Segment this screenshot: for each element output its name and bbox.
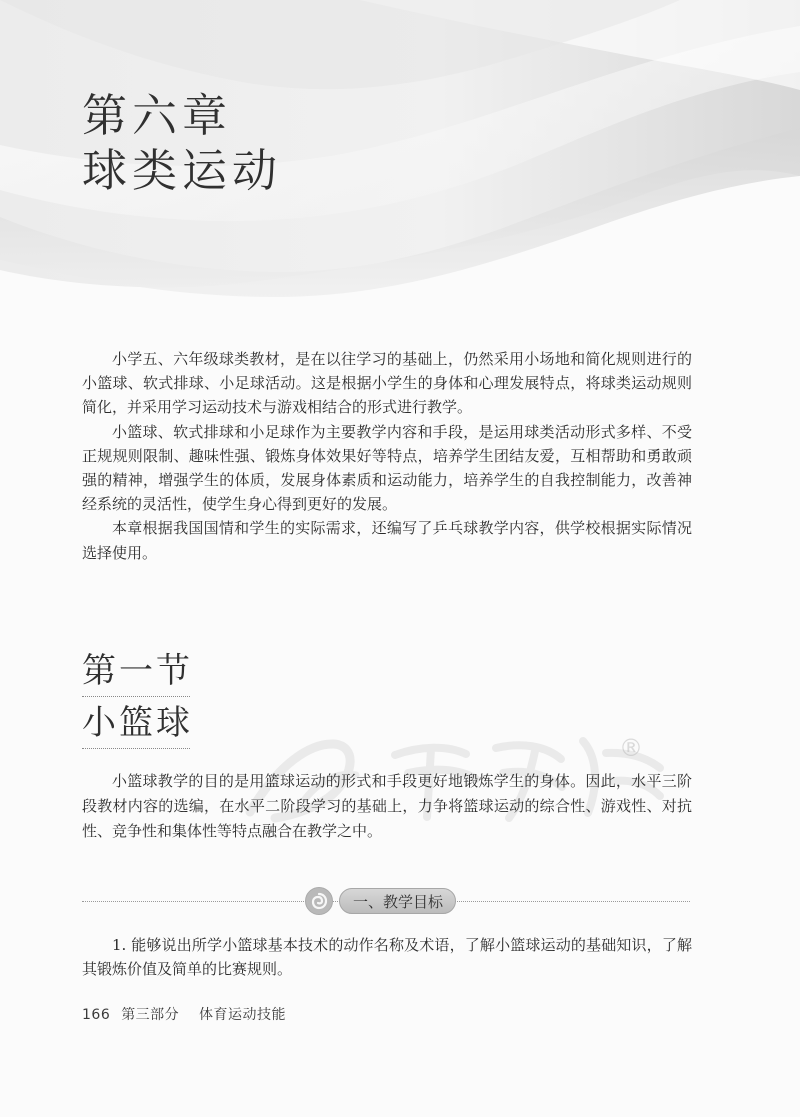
chapter-number: 第六章 <box>82 89 233 142</box>
chapter-introduction <box>82 347 692 565</box>
section-number: 第一节 <box>82 651 193 691</box>
intro-paragraph-2: 小篮球、软式排球和小足球作为主要教学内容和手段，是运用球类活动形式多样、不受正规规则限制、趣味性强、锻炼身体效果好等特点，培养学生团结友爱，互相帮助和勇敢顽强的精神，增强学生的体质，发展身体素质和运动能力，培养学生的自我控制能力，改善神经系统的灵活性，使学生身心得到更好的发展。 <box>82 422 692 514</box>
part-title: 体育运动技能 <box>199 1007 286 1023</box>
subsection-heading <box>305 887 461 915</box>
swirl-icon <box>305 887 333 915</box>
part-label: 第三部分 <box>121 1007 180 1023</box>
chapter-title <box>82 88 282 198</box>
section-title <box>82 647 193 747</box>
goal-item-1: 1. 能够说出所学小篮球基本技术的动作名称及术语，了解小篮球运动的基础知识，了解其锻炼价值及简单的比赛规则。 <box>82 936 692 979</box>
section-paragraph: 小篮球教学的目的是用篮球运动的形式和手段更好地锻炼学生的身体。因此，水平三阶段教材内容的选编，在水平二阶段学习的基础上，力争将篮球运动的综合性、游戏性、对抗性、竞争性和集体性等特点融合在教学之中。 <box>82 772 692 840</box>
section-number-underline <box>82 696 190 697</box>
section-description <box>82 769 692 843</box>
subsection-label: 一、教学目标 <box>339 888 456 914</box>
page-number: 166 <box>82 1007 111 1023</box>
registered-mark: ® <box>619 734 643 762</box>
intro-paragraph-3: 本章根据我国国情和学生的实际需求，还编写了乒乓球教学内容，供学校根据实际情况选择使用。 <box>82 519 692 562</box>
section-name-underline <box>82 748 190 749</box>
chapter-name: 球类运动 <box>82 144 283 197</box>
intro-paragraph-1: 小学五、六年级球类教材，是在以往学习的基础上，仍然采用小场地和简化规则进行的小篮球、软式排球、小足球活动。这是根据小学生的身体和心理发展特点，将球类运动规则简化，并采用学习运动技术与游戏相结合的形式进行教学。 <box>82 350 692 417</box>
page-footer <box>82 1004 286 1024</box>
teaching-goals <box>82 933 692 982</box>
section-name: 小篮球 <box>82 703 193 743</box>
